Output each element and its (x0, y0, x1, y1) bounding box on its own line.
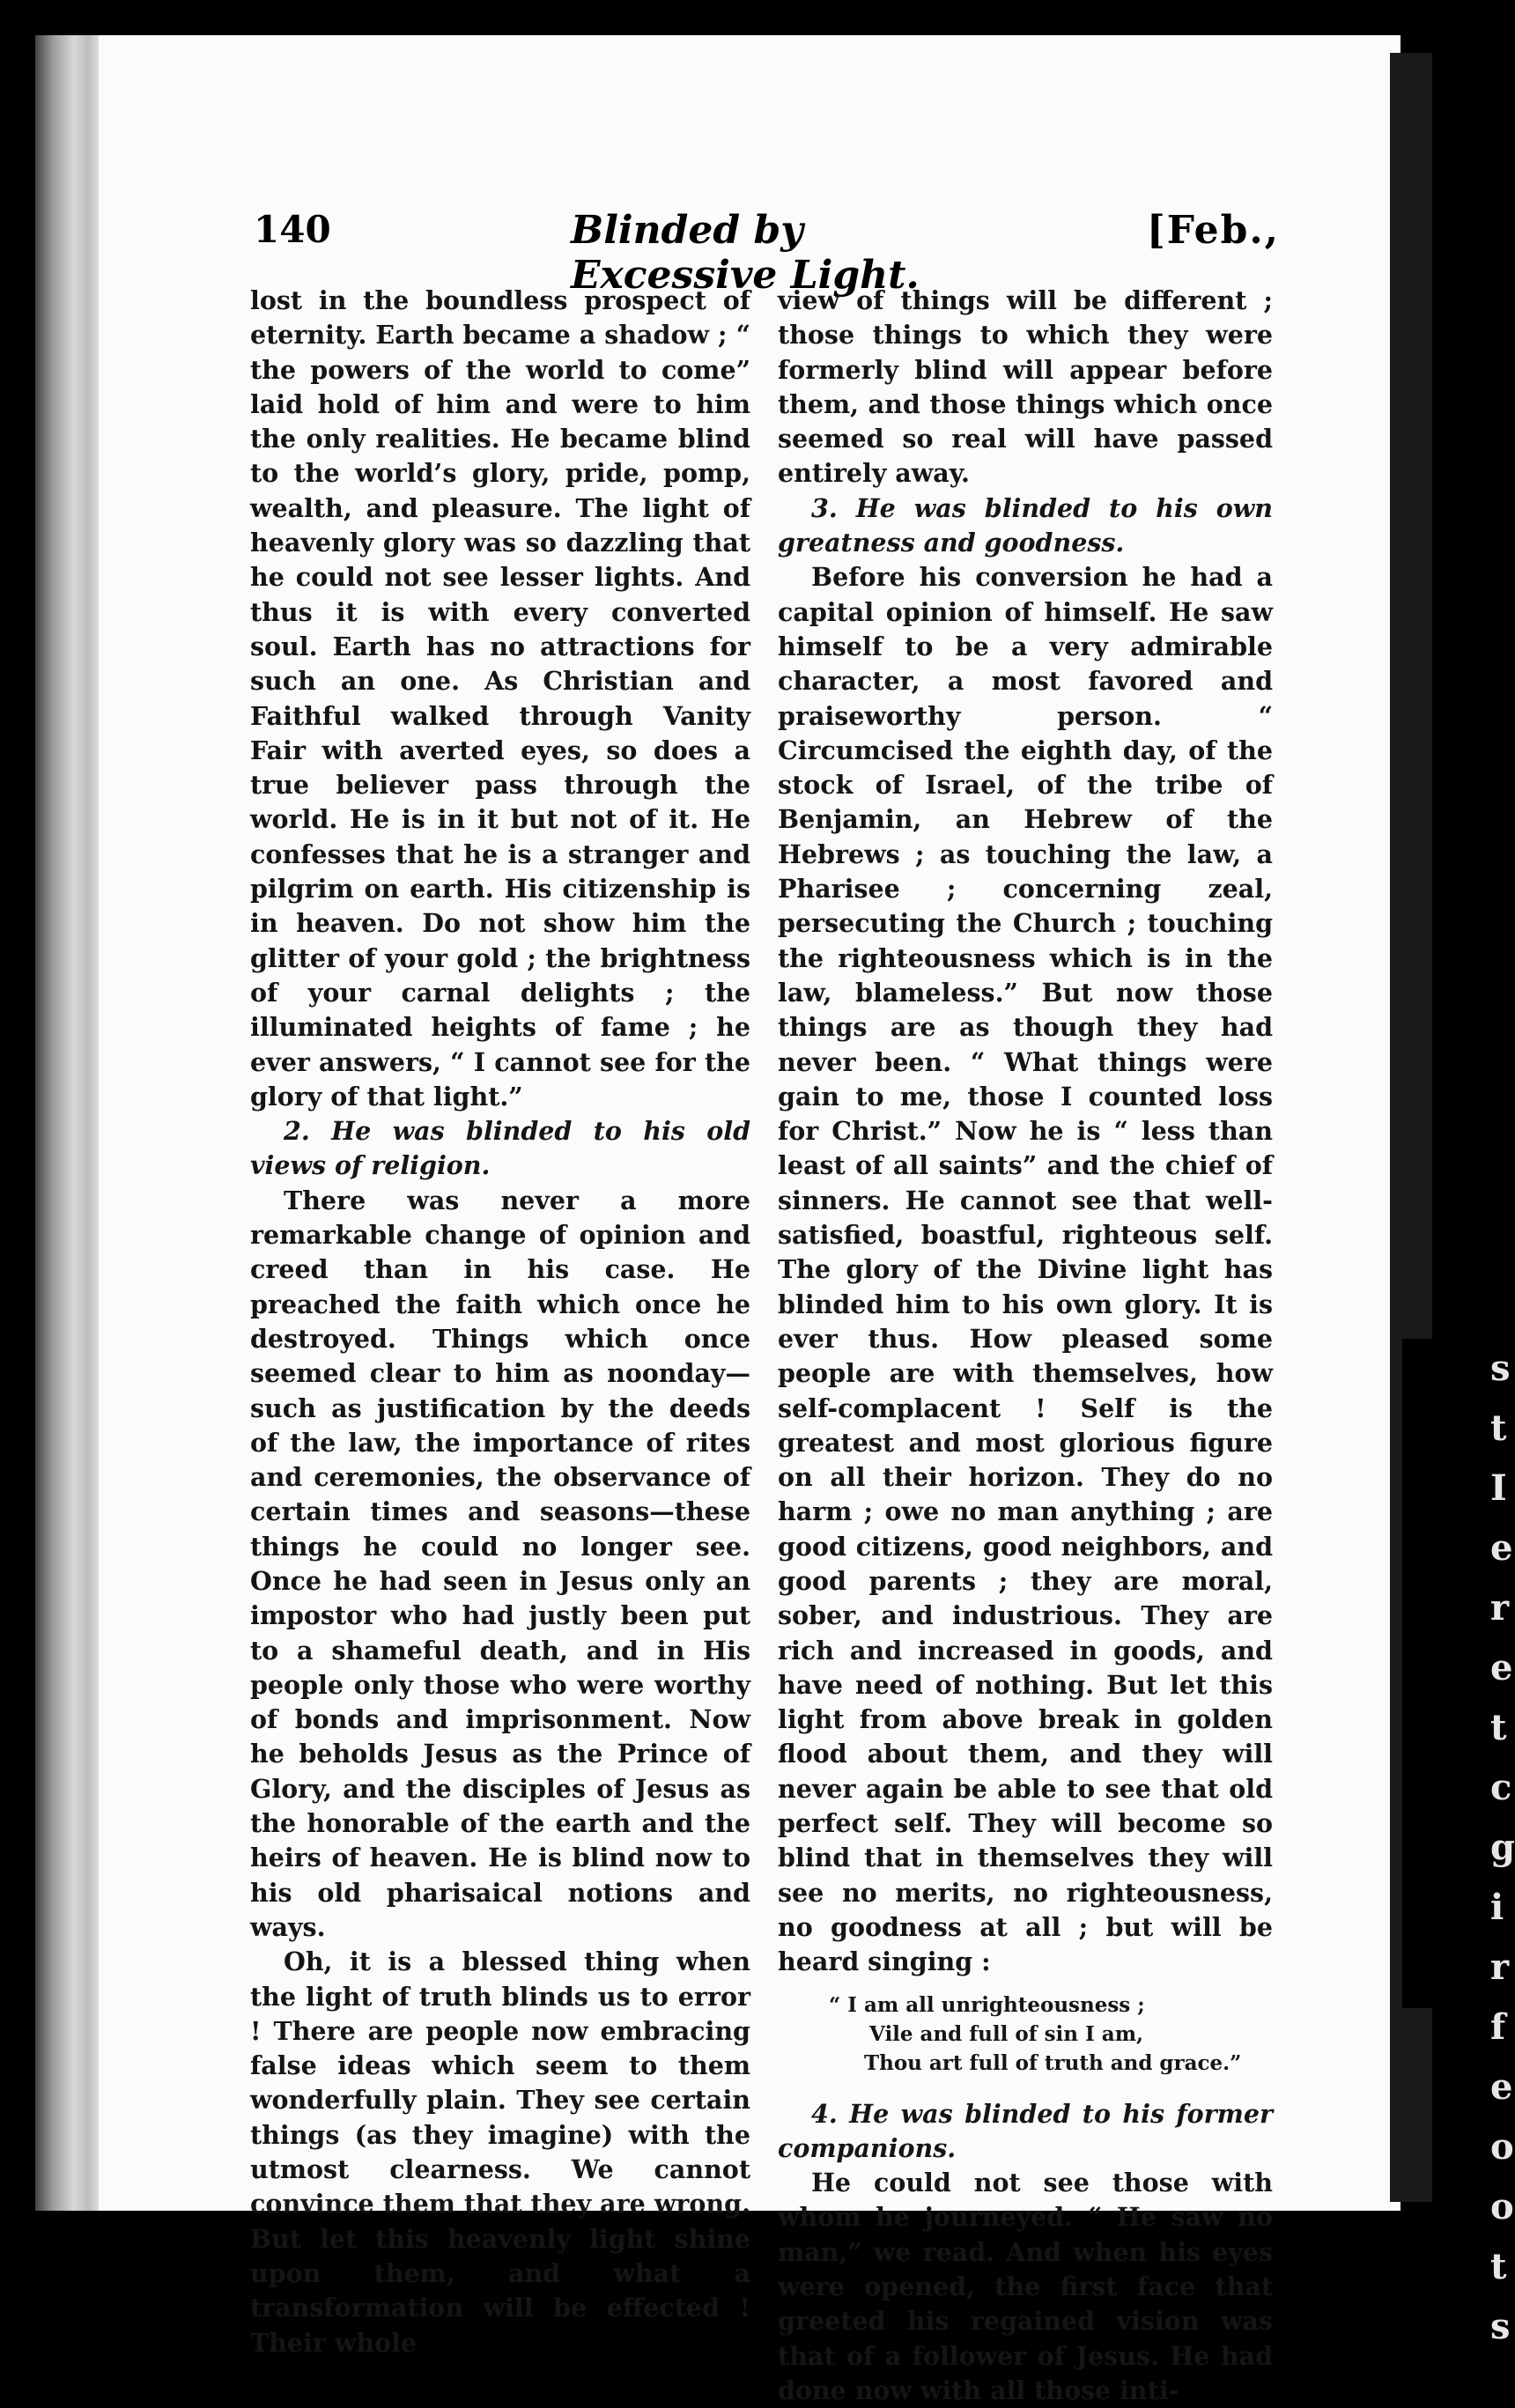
facing-page-letter: s (1490, 1348, 1511, 1389)
header-date: [Feb., (1146, 208, 1280, 253)
verse-line: Thou art full of truth and grace.” (864, 2050, 1242, 2075)
page-number: 140 (254, 208, 331, 251)
section-heading: 4. He was blinded to his former companions. (778, 2098, 1273, 2163)
paragraph: He could not see those with whom he journeyed. “ He saw no man,” we read. And when his eyes were opened, the first face that greeted his regained vision was that of a follower of Jesus. He had done now with all those inti- (778, 2168, 1273, 2405)
page-header (254, 208, 1280, 298)
facing-page-letter: t (1490, 1407, 1507, 1449)
facing-page-letter: c (1490, 1767, 1512, 1808)
paragraph: Oh, it is a blessed thing when the light of truth blinds us to error ! There are people now embracing false ideas which seem to them wonderfully plain. They see certain things (as they imagine) with the utmost clearness. We cannot convince them that they are wrong. But let this heavenly light shine upon them, and what a transformation will be effected ! Their whole (250, 1946, 750, 2358)
left-column (250, 284, 750, 2360)
right-column (778, 284, 1273, 2408)
paragraph: lost in the boundless prospect of eternity. Earth became a shadow ; “ the powers of the world to come” laid hold of him and were to him the only realities. He became blind to the world’s glory, pride, pomp, wealth, and pleasure. The light of heavenly glory was so dazzling that he could not see lesser lights. And thus it is with every converted soul. Earth has no attractions for such an one. As Christian and Faithful walked through Vanity Fair with averted eyes, so does a true believer pass through the world. He is in it but not of it. He confesses that he is a stranger and pilgrim on earth. His citizenship is in heaven. Do not show him the glitter of your gold ; the brightness of your carnal delights ; the illuminated heights of fame ; he ever answers, “ I cannot see for the glory of that light.” (250, 285, 750, 1112)
book-binding-edge (35, 35, 106, 2211)
facing-page-letter: o (1490, 2186, 1514, 2227)
section-heading: 3. He was blinded to his own greatness and goodness. (778, 492, 1273, 558)
facing-page-letter: t (1490, 2246, 1507, 2287)
paragraph: view of things will be different ; those things to which they were formerly blind will appear before them, and those things which once seemed so real will have passed entirely away. (778, 285, 1273, 489)
section-heading: 2. He was blinded to his old views of religion. (250, 1116, 750, 1181)
facing-page-fragment (1402, 1339, 1515, 2347)
hymn-verse (778, 1991, 1273, 2078)
facing-page-letter: r (1490, 1946, 1510, 1988)
facing-page-letter: t (1490, 1707, 1507, 1748)
verse-line: “ I am all unrighteousness ; (829, 1992, 1145, 2017)
facing-page-letter: s (1490, 2306, 1511, 2347)
facing-page-letter: e (1490, 1647, 1513, 1688)
paragraph: There was never a more remarkable change of opinion and creed than in his case. He preached the faith which once he destroyed. Things which once seemed clear to him as noonday—such as justification by the deeds of the law, the importance of rites and ceremonies, the observance of certain times and seasons—these things he could no longer see. Once he had seen in Jesus only an impostor who had justly been put to a shameful death, and in His people only those who were worthy of bonds and imprisonment. Now he beholds Jesus as the Prince of Glory, and the disciples of Jesus as the honorable of the earth and the heirs of heaven. He is blind now to his old pharisaical notions and ways. (250, 1185, 750, 1942)
paragraph: Before his conversion he had a capital opinion of himself. He saw himself to be a very admirable character, a most favored and praiseworthy person. “ Circumcised the eighth day, of the stock of Israel, of the tribe of Benjamin, an Hebrew of the Hebrews ; as touching the law, a Pharisee ; concerning zeal, persecuting the Church ; touching the righteousness which is in the law, blameless.” But now those things are as though they had never been. “ What things were gain to me, those I counted loss for Christ.” Now he is “ less than least of all saints” and the chief of sinners. He cannot see that well-satisfied, boastful, righteous self. The glory of the Divine light has blinded him to his own glory. It is ever thus. How pleased some people are with themselves, how self-complacent ! Self is the greatest and most glorious figure on all their horizon. They do no harm ; owe no man anything ; are good citizens, good neighbors, and good parents ; they are moral, sober, and industrious. They are rich and increased in goods, and have need of nothing. But let this light from above break in golden flood about them, and they will never again be able to see that old perfect self. They will become so blind that in themselves they will see no merits, no righteousness, no goodness at all ; but will be heard singing : (778, 562, 1273, 1977)
facing-page-letters (1490, 1339, 1515, 2357)
verse-line: Vile and full of sin I am, (869, 2021, 1144, 2046)
facing-page-letter: e (1490, 2066, 1513, 2108)
facing-page-letter: f (1490, 2006, 1506, 2048)
running-title: Blinded by Excessive Light. (571, 208, 920, 298)
facing-page-letter: g (1490, 1827, 1515, 1868)
facing-page-letter: r (1490, 1587, 1510, 1629)
facing-page-letter: I (1490, 1467, 1507, 1509)
facing-page-letter: o (1490, 2126, 1514, 2168)
facing-page-letter: i (1490, 1887, 1504, 1928)
facing-page-letter: e (1490, 1527, 1513, 1569)
